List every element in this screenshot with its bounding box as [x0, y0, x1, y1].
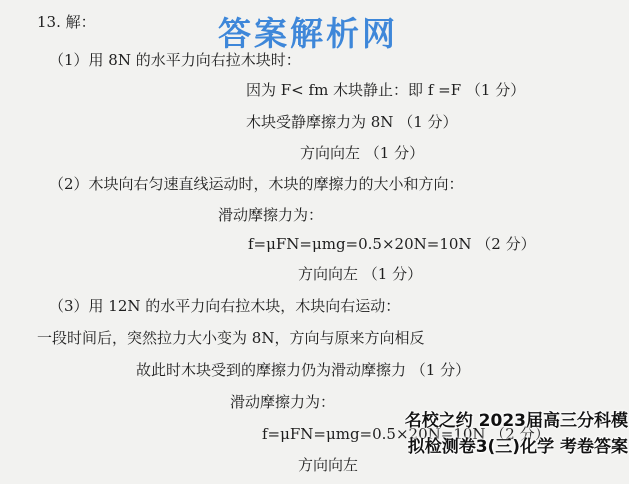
part3-reason: 故此时木块受到的摩擦力仍为滑动摩擦力 （1 分）	[136, 361, 471, 379]
part3-title: （3）用 12N 的水平力向右拉木块，木块向右运动：	[49, 297, 401, 315]
part1-static-friction: 木块受静摩擦力为 8N （1 分）	[246, 113, 458, 131]
part3-change: 一段时间后，突然拉力大小变为 8N，方向与原来方向相反	[37, 329, 425, 347]
part2-title: （2）木块向右匀速直线运动时，木块的摩擦力的大小和方向：	[49, 175, 464, 193]
part2-formula: f=μFN=μmg=0.5×20N=10N （2 分）	[248, 235, 536, 253]
part3-kind: 滑动摩擦力为：	[230, 393, 336, 411]
question-number: 13. 解：	[37, 13, 96, 31]
source-stamp	[356, 408, 628, 460]
part1-condition: 因为 F< fm 木块静止：即 f =F （1 分）	[246, 81, 526, 99]
watermark-title: 答案解析网	[218, 14, 398, 53]
part2-direction: 方向向左 （1 分）	[298, 265, 423, 283]
part1-title: （1）用 8N 的水平力向右拉木块时：	[49, 51, 301, 69]
part3-direction: 方向向左	[298, 456, 359, 474]
stamp-line-2: 拟检测卷3(三)化学 考卷答案	[407, 437, 628, 457]
part2-kind: 滑动摩擦力为：	[218, 206, 324, 224]
stamp-line-1: 名校之约 2023届高三分科模	[404, 411, 628, 431]
part3-formula: f=μFN=μmg=0.5×20N=10N （2 分）	[262, 425, 550, 443]
part1-direction: 方向向左 （1 分）	[300, 144, 425, 162]
